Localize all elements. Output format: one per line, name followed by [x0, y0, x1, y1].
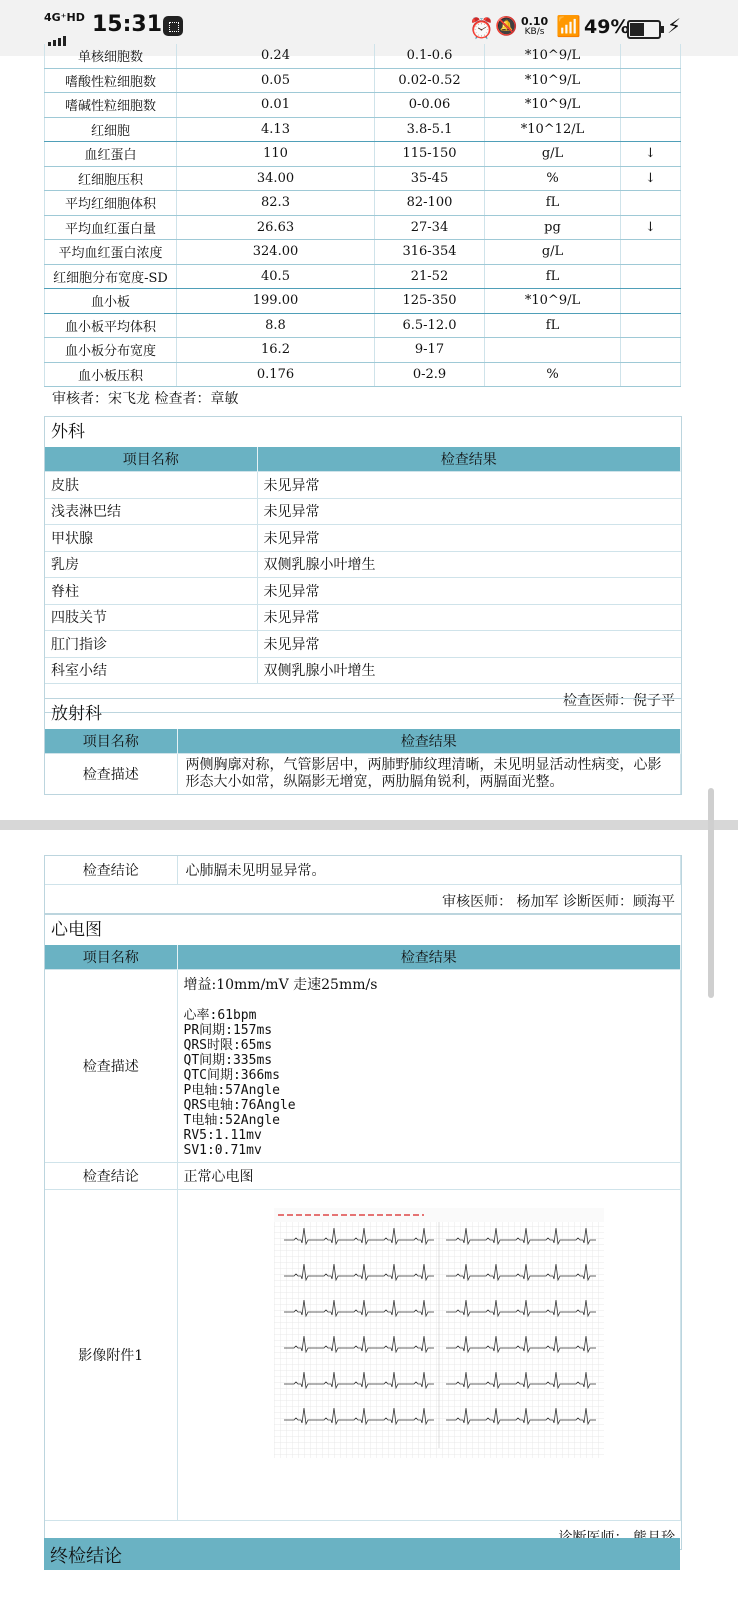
lab-cell-value: 199.00 [177, 289, 375, 314]
lab-cell-name: 嗜碱性粒细胞数 [45, 93, 177, 118]
network-speed: 0.10 KB/s [521, 15, 549, 37]
lab-cell-value: 82.3 [177, 191, 375, 216]
radiology-col-item: 项目名称 [45, 729, 177, 754]
lab-cell-value: 16.2 [177, 338, 375, 363]
surgery-cell-item: 脊柱 [45, 578, 257, 605]
scrollbar[interactable] [708, 788, 714, 998]
lab-cell-name: 血小板 [45, 289, 177, 314]
ecg-image[interactable] [274, 1208, 604, 1458]
lab-cell-range: 82-100 [375, 191, 485, 216]
surgery-cell-item: 乳房 [45, 551, 257, 578]
surgery-cell-result: 未见异常 [257, 472, 681, 499]
lab-cell-unit: g/L [485, 240, 621, 265]
lab-cell-range: 27-34 [375, 215, 485, 240]
lab-row [45, 215, 681, 240]
lab-cell-flag [621, 117, 681, 142]
lab-row [45, 240, 681, 265]
lab-cell-name: 红细胞 [45, 117, 177, 142]
lab-cell-unit: fL [485, 264, 621, 289]
radiology-concl-label: 检查结论 [45, 856, 177, 884]
ecg-measurements: 心率:61bpm PR间期:157ms QRS时限:65ms QT间期:335ms QTC间期:366ms P电轴:57Angle QRS电轴:76Angle T电轴:52Angle RV5:1.11mv SV1:0.71mv [183, 1008, 296, 1158]
lab-cell-value: 0.05 [177, 68, 375, 93]
ecg-gain: 增益:10mm/mV 走速25mm/s [183, 977, 378, 993]
lab-cell-flag [621, 338, 681, 363]
lab-cell-unit: % [485, 166, 621, 191]
surgery-cell-item: 皮肤 [45, 472, 257, 499]
charging-icon: ⚡ [667, 14, 682, 38]
ecg-attach-label: 影像附件1 [45, 1190, 177, 1521]
lab-cell-name: 嗜酸性粒细胞数 [45, 68, 177, 93]
lab-cell-flag [621, 264, 681, 289]
ecg-col-item: 项目名称 [45, 945, 177, 970]
surgery-cell-item: 肛门指诊 [45, 631, 257, 658]
lab-cell-value: 110 [177, 142, 375, 167]
lab-row [45, 362, 681, 387]
lab-row [45, 264, 681, 289]
lab-cell-name: 平均血红蛋白量 [45, 215, 177, 240]
lab-cell-flag [621, 191, 681, 216]
lab-cell-unit: *10^9/L [485, 68, 621, 93]
lab-cell-range: 115-150 [375, 142, 485, 167]
surgery-row [45, 525, 681, 552]
lab-cell-flag: ↓ [621, 142, 681, 167]
lab-cell-value: 34.00 [177, 166, 375, 191]
radiology-desc-label: 检查描述 [45, 754, 177, 795]
surgery-doctor: 检查医师：倪子平 [45, 683, 681, 712]
lab-row [45, 93, 681, 118]
app-notification-icon [163, 16, 183, 36]
final-conclusion-title: 终检结论 [50, 1546, 122, 1567]
surgery-cell-result: 未见异常 [257, 498, 681, 525]
ecg-section [44, 914, 682, 1550]
surgery-row [45, 551, 681, 578]
network-indicator: 4G⁺HD [44, 11, 85, 24]
lab-cell-range: 35-45 [375, 166, 485, 191]
lab-cell-flag [621, 362, 681, 387]
final-conclusion-header [44, 1538, 680, 1570]
radiology-desc: 两侧胸廓对称，气管影居中，两肺野肺纹理清晰，未见明显活动性病变，心影形态大小如常，纵隔影无增宽，两肋膈角锐利，两膈面光整。 [177, 754, 681, 795]
lab-cell-range: 21-52 [375, 264, 485, 289]
lab-cell-value: 0.01 [177, 93, 375, 118]
surgery-cell-item: 甲状腺 [45, 525, 257, 552]
surgery-cell-result: 未见异常 [257, 525, 681, 552]
surgery-row [45, 578, 681, 605]
surgery-cell-item: 科室小结 [45, 657, 257, 683]
lab-cell-name: 单核细胞数 [45, 44, 177, 68]
lab-row [45, 289, 681, 314]
surgery-cell-result: 未见异常 [257, 631, 681, 658]
lab-cell-unit: pg [485, 215, 621, 240]
lab-cell-flag: ↓ [621, 166, 681, 191]
ecg-concl: 正常心电图 [177, 1163, 681, 1190]
lab-cell-unit: fL [485, 313, 621, 338]
lab-cell-range: 0.1-0.6 [375, 44, 485, 68]
lab-row [45, 44, 681, 68]
lab-cell-name: 血红蛋白 [45, 142, 177, 167]
lab-cell-name: 红细胞压积 [45, 166, 177, 191]
lab-cell-name: 红细胞分布宽度-SD [45, 264, 177, 289]
lab-cell-range: 6.5-12.0 [375, 313, 485, 338]
lab-cell-range: 0-0.06 [375, 93, 485, 118]
lab-cell-range: 316-354 [375, 240, 485, 265]
page-divider [0, 820, 738, 830]
lab-row [45, 338, 681, 363]
lab-cell-value: 324.00 [177, 240, 375, 265]
lab-row [45, 166, 681, 191]
lab-cell-name: 血小板平均体积 [45, 313, 177, 338]
lab-cell-range: 3.8-5.1 [375, 117, 485, 142]
battery-icon [627, 20, 661, 39]
surgery-row [45, 657, 681, 683]
lab-cell-unit: % [485, 362, 621, 387]
surgery-row [45, 631, 681, 658]
lab-cell-unit: *10^9/L [485, 289, 621, 314]
lab-cell-flag [621, 44, 681, 68]
lab-cell-value: 8.8 [177, 313, 375, 338]
radiology-concl: 心肺膈未见明显异常。 [177, 856, 681, 884]
lab-row [45, 117, 681, 142]
lab-cell-flag [621, 240, 681, 265]
surgery-col-result: 检查结果 [257, 447, 681, 472]
lab-cell-name: 血小板压积 [45, 362, 177, 387]
alarm-icon: ⏰ [469, 16, 494, 40]
lab-cell-flag [621, 93, 681, 118]
surgery-row [45, 472, 681, 499]
lab-cell-value: 4.13 [177, 117, 375, 142]
radiology-conclusion-section [44, 855, 682, 914]
lab-cell-flag [621, 313, 681, 338]
lab-cell-range: 0-2.9 [375, 362, 485, 387]
lab-cell-flag: ↓ [621, 215, 681, 240]
radiology-title: 放射科 [51, 704, 102, 724]
lab-row [45, 191, 681, 216]
lab-cell-unit [485, 338, 621, 363]
surgery-cell-result: 未见异常 [257, 604, 681, 631]
ecg-col-result: 检查结果 [177, 945, 681, 970]
lab-cell-flag [621, 68, 681, 93]
lab-row [45, 142, 681, 167]
surgery-cell-result: 未见异常 [257, 578, 681, 605]
lab-cell-range: 0.02-0.52 [375, 68, 485, 93]
lab-signer: 审核者：宋飞龙 检查者：章敏 [52, 391, 239, 407]
surgery-title: 外科 [51, 422, 85, 442]
surgery-cell-item: 浅表淋巴结 [45, 498, 257, 525]
battery-percent: 49% [584, 16, 630, 38]
lab-cell-range: 125-350 [375, 289, 485, 314]
surgery-section [44, 416, 682, 713]
lab-cell-flag [621, 289, 681, 314]
lab-cell-unit: *10^9/L [485, 44, 621, 68]
wifi-icon: 📶 [556, 14, 581, 38]
lab-cell-value: 0.24 [177, 44, 375, 68]
radiology-doctors: 审核医师： 杨加军 诊断医师：顾海平 [45, 884, 681, 913]
ecg-desc-label: 检查描述 [45, 970, 177, 1163]
lab-cell-name: 平均血红蛋白浓度 [45, 240, 177, 265]
lab-cell-unit: *10^12/L [485, 117, 621, 142]
lab-cell-range: 9-17 [375, 338, 485, 363]
lab-results-table [44, 44, 680, 387]
surgery-cell-result: 双侧乳腺小叶增生 [257, 657, 681, 683]
lab-row [45, 313, 681, 338]
surgery-cell-item: 四肢关节 [45, 604, 257, 631]
radiology-col-result: 检查结果 [177, 729, 681, 754]
mute-bell-icon: 🔕 [495, 16, 518, 37]
surgery-row [45, 498, 681, 525]
lab-cell-name: 血小板分布宽度 [45, 338, 177, 363]
surgery-cell-result: 双侧乳腺小叶增生 [257, 551, 681, 578]
lab-cell-value: 0.176 [177, 362, 375, 387]
lab-cell-value: 26.63 [177, 215, 375, 240]
ecg-concl-label: 检查结论 [45, 1163, 177, 1190]
lab-cell-unit: *10^9/L [485, 93, 621, 118]
lab-cell-unit: fL [485, 191, 621, 216]
surgery-row [45, 604, 681, 631]
lab-row [45, 68, 681, 93]
lab-cell-value: 40.5 [177, 264, 375, 289]
lab-cell-unit: g/L [485, 142, 621, 167]
ecg-title: 心电图 [51, 920, 102, 940]
surgery-col-item: 项目名称 [45, 447, 257, 472]
clock: 15:31 [92, 12, 163, 37]
lab-cell-name: 平均红细胞体积 [45, 191, 177, 216]
radiology-section [44, 698, 682, 795]
